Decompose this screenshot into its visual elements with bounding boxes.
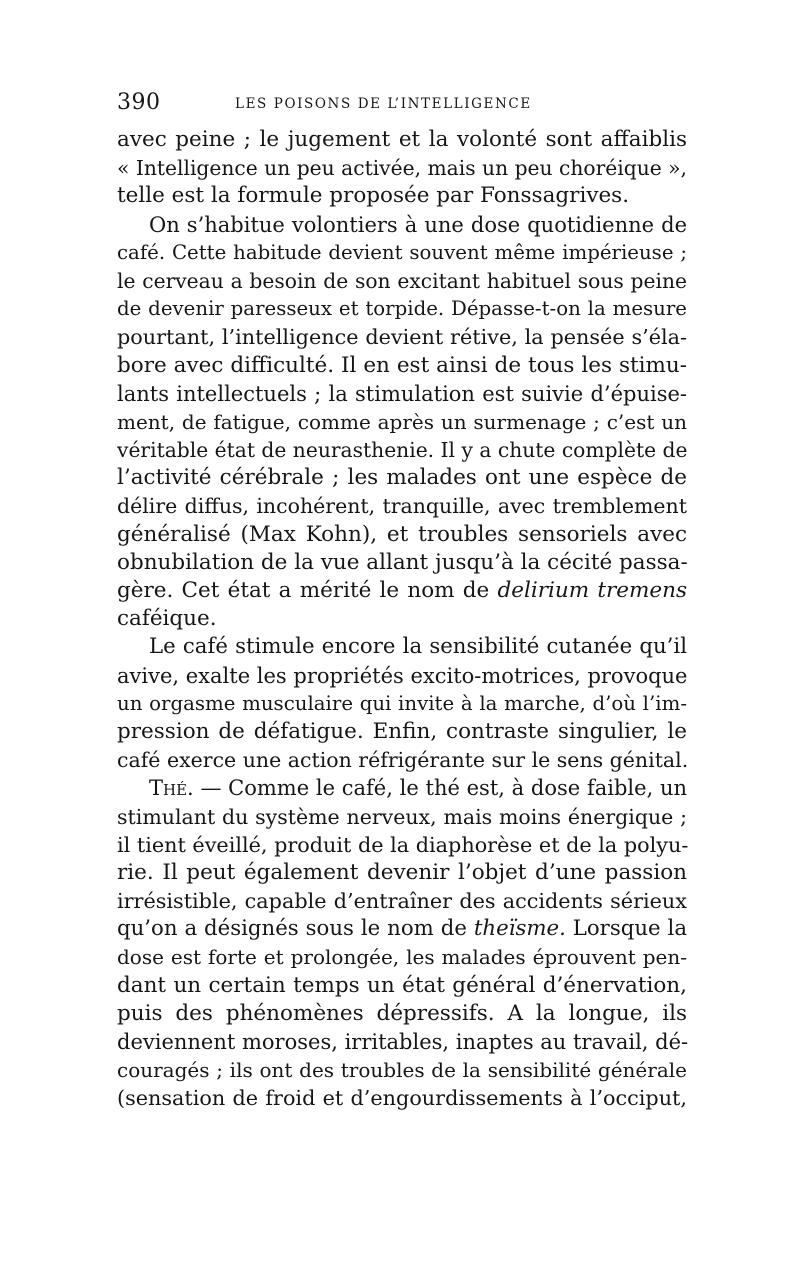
text-line — [117, 267, 687, 295]
text-line — [117, 972, 687, 1000]
text-run: caféique. — [117, 606, 217, 632]
italic-term: delirium tremens — [497, 578, 688, 603]
text-line — [117, 1084, 687, 1112]
text-run: pourtant, l’intelligence devient rétive, la pensée s’éla- — [117, 325, 687, 350]
text-line — [117, 662, 687, 690]
text-line — [117, 464, 687, 492]
text-run: le cerveau a besoin de son excitant habituel sous peine — [117, 268, 687, 293]
book-page — [117, 90, 687, 1113]
text-run: pression de défatigue. Enfin, contraste singulier, le — [117, 718, 687, 744]
text-line — [117, 605, 687, 633]
text-line — [117, 295, 687, 323]
text-line — [117, 323, 687, 351]
text-run: café exerce une action réfrigérante sur le sens génital. — [117, 748, 689, 773]
text-run: « Intelligence un peu activée, mais un peu choréique », — [117, 156, 687, 181]
text-line — [117, 577, 687, 605]
text-line — [117, 239, 687, 267]
text-run: telle est la formule proposée par Fonssagrives. — [117, 183, 630, 209]
text-run: l’activité cérébrale ; les malades ont une espèce de — [117, 465, 687, 491]
text-line — [117, 380, 687, 408]
text-line — [117, 943, 687, 971]
text-line — [117, 1000, 687, 1028]
text-line — [117, 774, 687, 802]
page-header — [117, 90, 687, 122]
section-heading: Thé. — [149, 776, 194, 801]
text-line — [117, 126, 687, 154]
text-run: gère. Cet état a mérité le nom de — [117, 578, 498, 603]
text-run: obnubilation de la vue allant jusqu’à la cécité passa- — [117, 549, 688, 575]
text-line — [117, 521, 687, 549]
text-line — [117, 746, 687, 774]
text-line — [117, 154, 687, 182]
text-run: un orgasme musculaire qui invite à la marche, d’où l’im- — [117, 691, 687, 715]
text-run: puis des phénomènes dépressifs. A la longue, ils — [117, 1000, 687, 1026]
text-run: bore avec difficulté. Il en est ainsi de tous les stimu- — [117, 352, 687, 378]
text-run: délire diffus, incohérent, tranquille, avec tremblement — [117, 494, 687, 519]
text-run: stimulant du système nerveux, mais moins énergique ; — [117, 804, 687, 829]
text-run: Lorsque la — [565, 916, 687, 942]
text-line — [117, 831, 687, 859]
body-text — [117, 126, 687, 1113]
text-run: avive, exalte les propriétés excito-motrices, provoque — [117, 663, 688, 688]
text-run: généralisé (Max Kohn), et troubles sensoriels avec — [117, 521, 687, 547]
text-run: irrésistible, capable d’entraîner des accidents sérieux — [117, 889, 687, 914]
text-run: véritable état de neurasthenie. Il y a chute complète de — [117, 438, 688, 463]
text-run: lants intellectuels ; la stimulation est suivie d’épuise- — [117, 381, 687, 406]
text-line — [117, 915, 687, 943]
text-line — [117, 887, 687, 915]
text-line — [117, 352, 687, 380]
text-line — [117, 549, 687, 577]
text-line — [117, 690, 687, 718]
text-run: café. Cette habitude devient souvent même impérieuse ; — [117, 240, 687, 264]
text-run: ment, de fatigue, comme après un surmenage ; c’est un — [117, 409, 687, 434]
running-title: LES POISONS DE L’INTELLIGENCE — [235, 96, 532, 112]
text-run: couragés ; ils ont des troubles de la sensibilité générale — [117, 1058, 687, 1083]
text-run: de devenir paresseux et torpide. Dépasse-t-on la mesure — [117, 297, 687, 321]
text-run: deviennent moroses, irritables, inaptes au travail, dé- — [117, 1030, 689, 1054]
text-run: qu’on a désignés sous le nom de — [117, 916, 474, 942]
text-run: rie. Il peut également devenir l’objet d’une passion — [117, 859, 687, 885]
text-run: (sensation de froid et d’engourdissements à l’occiput, — [117, 1086, 687, 1111]
text-line — [117, 182, 687, 210]
text-line — [117, 436, 687, 464]
text-run: Le café stimule encore la sensibilité cutanée qu’il — [149, 634, 687, 660]
text-run: dose est forte et prolongée, les malades éprouvent pen- — [117, 945, 687, 970]
italic-term: theïsme. — [473, 916, 566, 942]
text-line — [117, 803, 687, 831]
text-run: — Comme le café, le thé est, à dose faible, un — [193, 776, 687, 801]
text-run: avec peine ; le jugement et la volonté sont affaiblis — [117, 127, 687, 152]
text-line — [117, 633, 687, 661]
text-run: il tient éveillé, produit de la diaphorèse et de la polyu- — [117, 832, 689, 857]
text-run: On s’habitue volontiers à une dose quotidienne de — [149, 212, 687, 237]
text-line — [117, 408, 687, 436]
text-run: dant un certain temps un état général d’énervation, — [117, 972, 687, 998]
text-line — [117, 718, 687, 746]
text-line — [117, 1028, 687, 1056]
text-line — [117, 1056, 687, 1084]
page-number: 390 — [117, 90, 161, 115]
text-line — [117, 211, 687, 239]
text-line — [117, 859, 687, 887]
text-line — [117, 492, 687, 520]
